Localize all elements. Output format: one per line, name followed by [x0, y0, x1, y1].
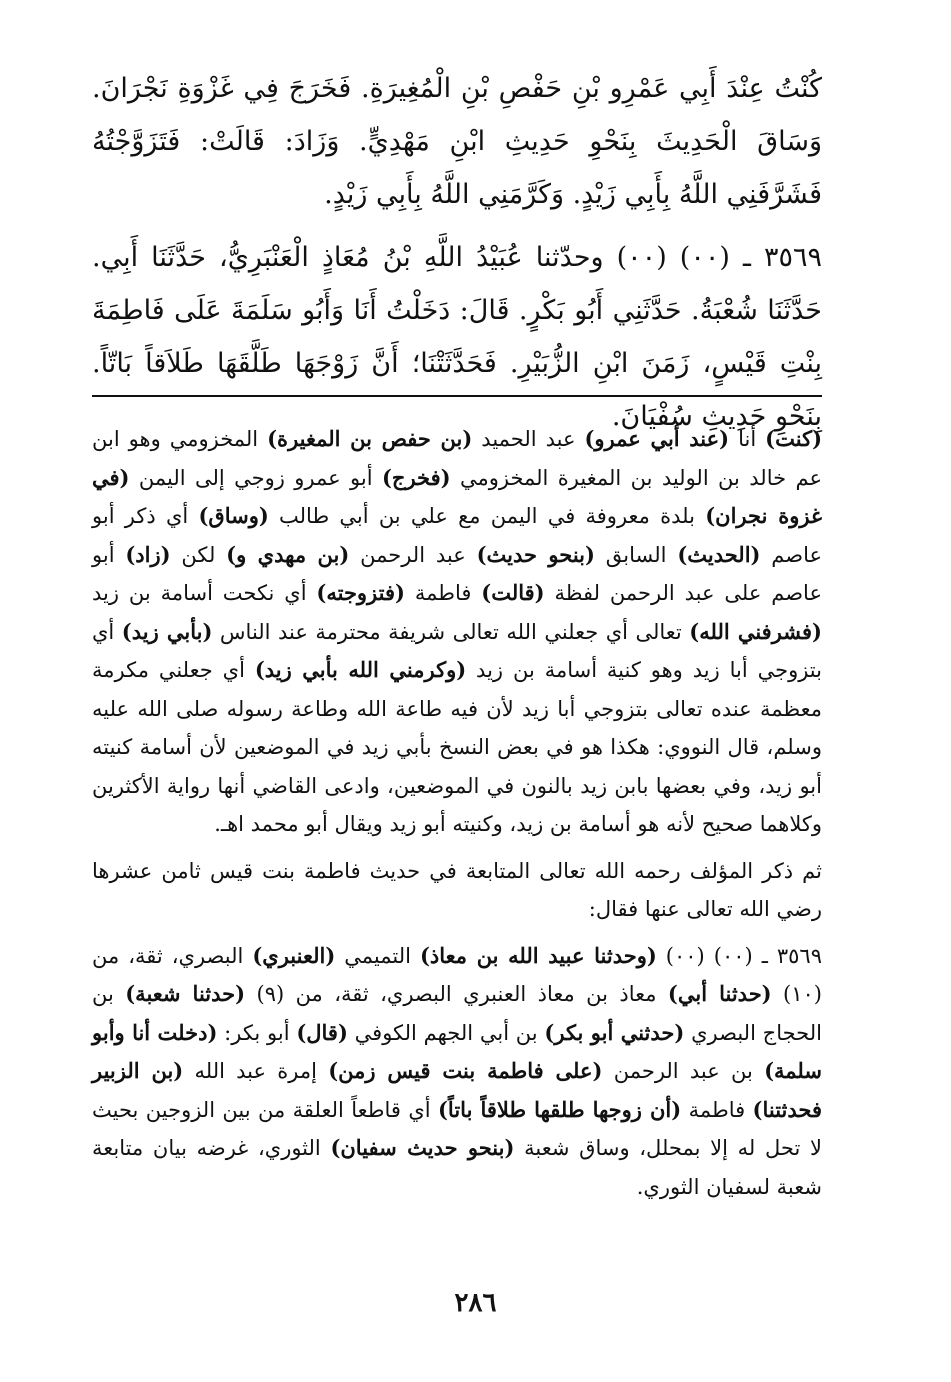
commentary-text: أبو بكر:	[217, 1020, 297, 1045]
commentary-text: ٣٥٦٩ ـ (٠٠) (٠٠)	[656, 943, 822, 968]
commentary-text: أي جعلني مكرمة معظمة عنده تعالى بتزوجي أبا زيد لأن فيه طاعة الله وطاعة رسوله صلى الله عليه وسلم، قال النووي: هكذا هو في بعض النسخ بأبي زيد في الموضعين لأن أسامة كنيته أبو زيد، وفي بعضها بابن زيد بالنون في الموضعين، وادعى القاضي أنها رواية الأكثرين وكلاهما صحيح لأنه هو أسامة بن زيد، وكنيته أبو زيد ويقال أبو محمد اهـ.	[92, 658, 822, 836]
quoted-matn-phrase: (العنبري)	[252, 942, 336, 968]
commentary-text: أي قاطعاً العلقة من بين الزوجين بحيث لا تحل له إلا بمحلل، وساق شعبة	[92, 1097, 822, 1160]
quoted-matn-phrase: (بن حفص بن المغيرة)	[267, 426, 473, 451]
commentary-text: فاطمة	[404, 581, 482, 605]
commentary-text: بلدة معروفة في اليمن مع علي بن أبي طالب	[268, 504, 706, 528]
commentary-text: أي بتزوجي أبا زيد وهو كنية أسامة بن زيد	[92, 619, 822, 682]
hadith-paragraph-1: كُنْتُ عِنْدَ أَبِي عَمْرِو بْنِ حَفْصِ بْنِ الْمُغِيرَةِ. فَخَرَجَ فِي غَزْوَةِ نَجْرَانَ. وَسَاقَ الْحَدِيثَ بِنَحْوِ حَدِيثِ ابْنِ مَهْدِيٍّ. وَزَادَ: قَالَتْ: فَتَزَوَّجْتُهُ فَشَرَّفَنِي اللَّهُ بِأَبِي زَيْدٍ. وَكَرَّمَنِي اللَّهُ بِأَبِي زَيْدٍ.	[92, 73, 822, 210]
quoted-matn-phrase: (دخلت أنا وأبو سلمة)	[92, 1019, 822, 1083]
quoted-matn-phrase: (فتزوجته)	[316, 580, 405, 605]
quoted-matn-phrase: (بنحو حديث سفيان)	[330, 1135, 515, 1160]
commentary-text: بن الحجاج البصري	[92, 982, 822, 1045]
commentary-text: البصري، ثقة، من (١٠)	[92, 943, 822, 1006]
commentary-text: إمرة عبد الله	[183, 1059, 329, 1083]
commentary-text: أي نكحت أسامة بن زيد	[92, 581, 317, 605]
commentary-text: بن عبد الرحمن	[602, 1059, 765, 1083]
commentary-text: عبد الحميد	[472, 427, 585, 451]
page-number: ٢٨٦	[454, 1288, 497, 1318]
quoted-matn-phrase: (عند أبي عمرو)	[584, 426, 730, 451]
commentary-paragraph-2: ثم ذكر المؤلف رحمه الله تعالى المتابعة في حديث فاطمة بنت قيس ثامن عشرها رضي الله تعالى عنها فقال:	[92, 858, 822, 921]
quoted-matn-phrase: (الحديث)	[677, 541, 761, 567]
commentary-text: معاذ بن معاذ العنبري البصري، ثقة، من (٩)	[245, 982, 668, 1006]
commentary-text: أي ذكر أبو عاصم	[92, 504, 823, 567]
quoted-matn-phrase: (أن زوجها طلقها طلاقاً باتاً)	[438, 1096, 682, 1122]
hadith-text-block	[92, 62, 822, 443]
quoted-matn-phrase: (بأبي زيد)	[121, 618, 213, 644]
quoted-matn-phrase: (قالت)	[481, 580, 545, 605]
commentary-text: التميمي	[335, 943, 420, 968]
commentary-paragraph-3	[92, 937, 822, 1207]
section-divider	[92, 395, 822, 397]
quoted-matn-phrase: (وساق)	[198, 503, 269, 528]
quoted-matn-phrase: (فشرفني الله)	[689, 618, 822, 644]
commentary-text: بن أبي الجهم الكوفي	[347, 1020, 545, 1045]
quoted-matn-phrase: (قال)	[296, 1019, 348, 1045]
commentary-text: عبد الرحمن	[349, 542, 477, 567]
commentary-text: أبو عمرو زوجي إلى اليمن	[129, 465, 382, 490]
commentary-text: لكن	[170, 542, 227, 567]
quoted-matn-phrase: (حدثنا أبي)	[667, 981, 772, 1006]
quoted-matn-phrase: (بن مهدي و)	[226, 541, 350, 567]
quoted-matn-phrase: (على فاطمة بنت قيس زمن)	[328, 1058, 603, 1083]
commentary-text: تعالى أي جعلني الله تعالى شريفة محترمة عند الناس	[212, 619, 690, 644]
quoted-matn-phrase: (بنحو حديث)	[476, 541, 595, 567]
quoted-matn-phrase: (كنت)	[765, 426, 822, 451]
commentary-block	[92, 420, 822, 1206]
quoted-matn-phrase: (وحدثنا عبيد الله بن معاذ)	[419, 942, 657, 968]
hadith-paragraph-2: ٣٥٦٩ ـ (٠٠) (٠٠) وحدّثنا عُبَيْدُ اللَّهِ بْنُ مُعَاذٍ الْعَنْبَرِيُّ، حَدَّثَنَا أَبِي. حَدَّثَنَا شُعْبَةُ. حَدَّثَنِي أَبُو بَكْرٍ. قَالَ: دَخَلْتُ أَنَا وَأَبُو سَلَمَةَ عَلَى فَاطِمَةَ بِنْتِ قَيْسٍ، زَمَنَ ابْنِ الزُّبَيْرِ. فَحَدَّثَتْنَا؛ أَنَّ زَوْجَهَا طَلَّقَهَا طَلاَقاً بَاتّاً. بِنَحْوِ حَدِيثِ سُفْيَانَ.	[92, 242, 822, 432]
quoted-matn-phrase: (حدثنا شعبة)	[125, 981, 246, 1006]
commentary-text: أبو عاصم على عبد الرحمن لفظة	[92, 542, 822, 605]
quoted-matn-phrase: (في غزوة نجران)	[92, 464, 823, 528]
commentary-text: السابق	[594, 542, 678, 567]
quoted-matn-phrase: (حدثني أبو بكر)	[544, 1019, 685, 1045]
commentary-text: فاطمة	[681, 1097, 753, 1122]
quoted-matn-phrase: (فخرج)	[381, 464, 451, 490]
commentary-text: أنا	[729, 427, 766, 451]
commentary-text: المخزومي وهو ابن عم خالد بن الوليد بن المغيرة المخزومي	[92, 427, 822, 490]
commentary-paragraph-1	[92, 420, 822, 844]
quoted-matn-phrase: (زاد)	[125, 541, 171, 567]
commentary-text: الثوري، غرضه بيان متابعة شعبة لسفيان الثوري.	[92, 1136, 822, 1199]
quoted-matn-phrase: (بن الزبير فحدثتنا)	[92, 1058, 823, 1122]
quoted-matn-phrase: (وكرمني الله بأبي زيد)	[254, 657, 467, 682]
